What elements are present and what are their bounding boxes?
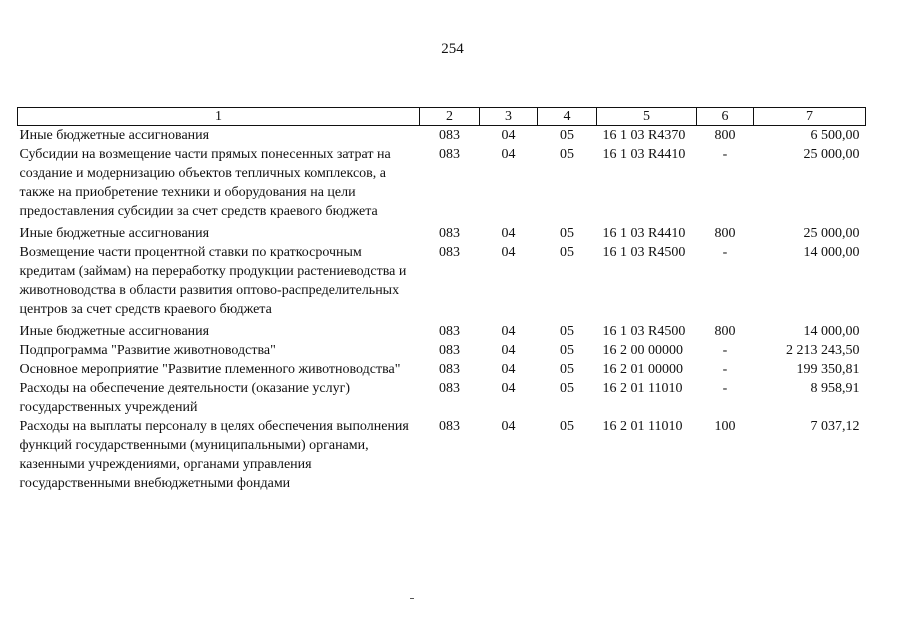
row-target-article: 16 2 01 11010 [602, 381, 683, 396]
row-expense-type: - [722, 147, 728, 162]
row-name: Возмещение части процентной ставки по краткосрочным кредитам (займам) на переработку продукции растениеводства и животноводства в области развития оптово-распределительных центров за счет средств краевого бюджета [19, 245, 407, 317]
row-amount: 14 000,00 [803, 324, 860, 339]
row-expense-type: - [722, 381, 728, 396]
row-section: 04 [501, 419, 516, 434]
budget-table [17, 107, 866, 493]
row-amount: 25 000,00 [803, 226, 860, 241]
row-amount: 8 958,91 [810, 381, 860, 396]
row-target-article: 16 2 00 00000 [602, 343, 683, 358]
row-expense-type: 800 [714, 128, 736, 143]
row-section: 04 [501, 343, 516, 358]
header-col-5: 5 [597, 108, 697, 126]
table-row [18, 341, 866, 360]
row-ministry-code: 083 [439, 343, 460, 358]
row-expense-type: 100 [714, 419, 736, 434]
row-subsection: 05 [560, 419, 574, 434]
header-col-2: 2 [420, 108, 480, 126]
row-section: 04 [501, 245, 516, 260]
row-subsection: 05 [560, 226, 574, 241]
table-row [18, 379, 866, 417]
table-row [18, 417, 866, 493]
row-expense-type: 800 [714, 324, 736, 339]
row-amount: 199 350,81 [796, 362, 860, 377]
table-header-row [18, 108, 866, 126]
table-row [18, 322, 866, 341]
row-amount: 2 213 243,50 [786, 343, 860, 358]
row-target-article: 16 1 03 R4500 [602, 245, 686, 260]
row-subsection: 05 [560, 147, 574, 162]
table-row [18, 224, 866, 243]
table-row [18, 145, 866, 224]
row-subsection: 05 [560, 362, 574, 377]
row-amount: 7 037,12 [810, 419, 860, 434]
row-name: Субсидии на возмещение части прямых понесенных затрат на создание и модернизацию объектов тепличных комплексов, а также на приобретение техники и оборудования на цели предоставления субсидии за счет средств краевого бюджета [19, 147, 391, 219]
row-target-article: 16 1 03 R4370 [602, 128, 686, 143]
row-ministry-code: 083 [439, 419, 460, 434]
row-section: 04 [501, 362, 516, 377]
row-ministry-code: 083 [439, 245, 460, 260]
row-ministry-code: 083 [439, 226, 460, 241]
row-name: Иные бюджетные ассигнования [19, 226, 210, 241]
row-target-article: 16 1 03 R4410 [602, 226, 686, 241]
header-col-4: 4 [538, 108, 597, 126]
row-amount: 25 000,00 [803, 147, 860, 162]
header-col-3: 3 [480, 108, 538, 126]
row-name: Иные бюджетные ассигнования [19, 324, 210, 339]
row-name: Основное мероприятие "Развитие племенного животноводства" [19, 362, 401, 377]
row-target-article: 16 1 03 R4410 [602, 147, 686, 162]
table-row [18, 360, 866, 379]
row-target-article: 16 2 01 11010 [602, 419, 683, 434]
row-section: 04 [501, 381, 516, 396]
row-target-article: 16 2 01 00000 [602, 362, 683, 377]
row-name: Расходы на обеспечение деятельности (оказание услуг) государственных учреждений [19, 381, 351, 415]
header-col-7: 7 [754, 108, 866, 126]
row-section: 04 [501, 128, 516, 143]
row-expense-type: - [722, 343, 728, 358]
row-ministry-code: 083 [439, 381, 460, 396]
table-row [18, 243, 866, 322]
row-subsection: 05 [560, 381, 574, 396]
row-subsection: 05 [560, 324, 574, 339]
row-ministry-code: 083 [439, 128, 460, 143]
header-col-6: 6 [697, 108, 754, 126]
row-expense-type: - [722, 362, 728, 377]
row-amount: 6 500,00 [810, 128, 860, 143]
scan-artifact [410, 598, 414, 599]
row-name: Подпрограмма "Развитие животноводства" [19, 343, 276, 358]
page-number: 254 [441, 41, 464, 57]
row-amount: 14 000,00 [803, 245, 860, 260]
row-section: 04 [501, 324, 516, 339]
row-section: 04 [501, 147, 516, 162]
row-expense-type: - [722, 245, 728, 260]
row-name: Расходы на выплаты персоналу в целях обеспечения выполнения функций государственными (муниципальными) органами, казенными учреждениями, органами управления государственными внебюджетными фондами [19, 419, 409, 491]
row-ministry-code: 083 [439, 362, 460, 377]
table-row [18, 126, 866, 146]
row-target-article: 16 1 03 R4500 [602, 324, 686, 339]
header-col-1: 1 [18, 108, 420, 126]
row-subsection: 05 [560, 128, 574, 143]
row-ministry-code: 083 [439, 324, 460, 339]
row-ministry-code: 083 [439, 147, 460, 162]
row-expense-type: 800 [714, 226, 736, 241]
row-name: Иные бюджетные ассигнования [19, 128, 210, 143]
row-subsection: 05 [560, 245, 574, 260]
row-subsection: 05 [560, 343, 574, 358]
row-section: 04 [501, 226, 516, 241]
